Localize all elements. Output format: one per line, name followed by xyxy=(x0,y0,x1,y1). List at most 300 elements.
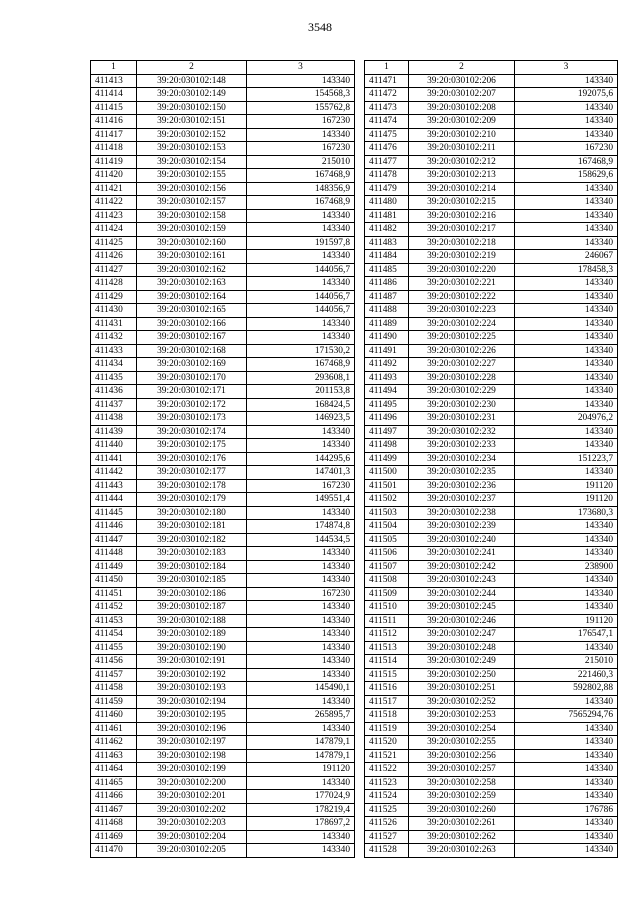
table-row xyxy=(365,182,618,196)
table-row xyxy=(365,641,618,655)
row-number-cell: 411481 xyxy=(365,209,409,223)
row-number-cell: 411418 xyxy=(91,142,137,156)
right-table-body xyxy=(365,61,618,858)
value-cell: 167468,9 xyxy=(247,169,355,183)
table-row xyxy=(91,250,355,264)
cadastral-number-cell: 39:20:030102:214 xyxy=(409,182,515,196)
value-cell: 191120 xyxy=(515,479,618,493)
cadastral-number-cell: 39:20:030102:157 xyxy=(137,196,247,210)
table-row xyxy=(91,209,355,223)
row-number-cell: 411449 xyxy=(91,560,137,574)
table-row xyxy=(91,290,355,304)
table-row xyxy=(365,803,618,817)
cadastral-number-cell: 39:20:030102:178 xyxy=(137,479,247,493)
row-number-cell: 411437 xyxy=(91,398,137,412)
table-row xyxy=(365,88,618,102)
cadastral-number-cell: 39:20:030102:163 xyxy=(137,277,247,291)
value-cell: 143340 xyxy=(515,236,618,250)
value-cell: 191120 xyxy=(247,763,355,777)
cadastral-number-cell: 39:20:030102:165 xyxy=(137,304,247,318)
row-number-cell: 411486 xyxy=(365,277,409,291)
row-number-cell: 411516 xyxy=(365,682,409,696)
cadastral-number-cell: 39:20:030102:191 xyxy=(137,655,247,669)
value-cell: 592802,88 xyxy=(515,682,618,696)
table-row xyxy=(91,128,355,142)
row-number-cell: 411523 xyxy=(365,776,409,790)
row-number-cell: 411528 xyxy=(365,844,409,858)
table-row xyxy=(365,560,618,574)
row-number-cell: 411422 xyxy=(91,196,137,210)
value-cell: 143340 xyxy=(515,277,618,291)
table-row xyxy=(365,331,618,345)
cadastral-number-cell: 39:20:030102:192 xyxy=(137,668,247,682)
value-cell: 238900 xyxy=(515,560,618,574)
row-number-cell: 411512 xyxy=(365,628,409,642)
value-cell: 143340 xyxy=(515,520,618,534)
table-row xyxy=(91,371,355,385)
value-cell: 143340 xyxy=(515,101,618,115)
cadastral-number-cell: 39:20:030102:258 xyxy=(409,776,515,790)
table-row xyxy=(365,520,618,534)
cadastral-number-cell: 39:20:030102:184 xyxy=(137,560,247,574)
cadastral-number-cell: 39:20:030102:151 xyxy=(137,115,247,129)
value-cell: 143340 xyxy=(515,304,618,318)
table-row xyxy=(365,223,618,237)
table-row xyxy=(365,533,618,547)
row-number-cell: 411504 xyxy=(365,520,409,534)
table-row xyxy=(91,425,355,439)
cadastral-number-cell: 39:20:030102:249 xyxy=(409,655,515,669)
row-number-cell: 411447 xyxy=(91,533,137,547)
cadastral-number-cell: 39:20:030102:231 xyxy=(409,412,515,426)
cadastral-number-cell: 39:20:030102:180 xyxy=(137,506,247,520)
row-number-cell: 411460 xyxy=(91,709,137,723)
table-row xyxy=(91,412,355,426)
value-cell: 143340 xyxy=(247,601,355,615)
row-number-cell: 411477 xyxy=(365,155,409,169)
cadastral-number-cell: 39:20:030102:193 xyxy=(137,682,247,696)
cadastral-number-cell: 39:20:030102:262 xyxy=(409,830,515,844)
cadastral-number-cell: 39:20:030102:197 xyxy=(137,736,247,750)
row-number-cell: 411479 xyxy=(365,182,409,196)
row-number-cell: 411520 xyxy=(365,736,409,750)
row-number-cell: 411500 xyxy=(365,466,409,480)
cadastral-number-cell: 39:20:030102:150 xyxy=(137,101,247,115)
table-row xyxy=(91,506,355,520)
cadastral-number-cell: 39:20:030102:148 xyxy=(137,74,247,88)
table-row xyxy=(91,466,355,480)
cadastral-number-cell: 39:20:030102:241 xyxy=(409,547,515,561)
row-number-cell: 411426 xyxy=(91,250,137,264)
table-row xyxy=(365,790,618,804)
row-number-cell: 411430 xyxy=(91,304,137,318)
value-cell: 143340 xyxy=(247,250,355,264)
row-number-cell: 411517 xyxy=(365,695,409,709)
cadastral-number-cell: 39:20:030102:154 xyxy=(137,155,247,169)
cadastral-number-cell: 39:20:030102:259 xyxy=(409,790,515,804)
row-number-cell: 411423 xyxy=(91,209,137,223)
value-cell: 147879,1 xyxy=(247,749,355,763)
row-number-cell: 411490 xyxy=(365,331,409,345)
cadastral-number-cell: 39:20:030102:205 xyxy=(137,844,247,858)
row-number-cell: 411441 xyxy=(91,452,137,466)
value-cell: 143340 xyxy=(515,776,618,790)
row-number-cell: 411480 xyxy=(365,196,409,210)
value-cell: 158629,6 xyxy=(515,169,618,183)
cadastral-number-cell: 39:20:030102:228 xyxy=(409,371,515,385)
value-cell: 143340 xyxy=(515,547,618,561)
value-cell: 143340 xyxy=(515,844,618,858)
table-row xyxy=(91,155,355,169)
table-row xyxy=(365,155,618,169)
cadastral-number-cell: 39:20:030102:152 xyxy=(137,128,247,142)
row-number-cell: 411506 xyxy=(365,547,409,561)
row-number-cell: 411429 xyxy=(91,290,137,304)
row-number-cell: 411484 xyxy=(365,250,409,264)
row-number-cell: 411507 xyxy=(365,560,409,574)
value-cell: 204976,2 xyxy=(515,412,618,426)
header-row xyxy=(365,61,618,75)
cadastral-number-cell: 39:20:030102:234 xyxy=(409,452,515,466)
value-cell: 143340 xyxy=(515,601,618,615)
value-cell: 145490,1 xyxy=(247,682,355,696)
table-row xyxy=(91,398,355,412)
value-cell: 143340 xyxy=(515,196,618,210)
table-row xyxy=(365,709,618,723)
value-cell: 7565294,76 xyxy=(515,709,618,723)
table-row xyxy=(91,236,355,250)
table-row xyxy=(91,196,355,210)
cadastral-number-cell: 39:20:030102:181 xyxy=(137,520,247,534)
value-cell: 143340 xyxy=(515,763,618,777)
row-number-cell: 411434 xyxy=(91,358,137,372)
cadastral-number-cell: 39:20:030102:260 xyxy=(409,803,515,817)
table-row xyxy=(91,182,355,196)
value-cell: 143340 xyxy=(247,547,355,561)
row-number-cell: 411497 xyxy=(365,425,409,439)
row-number-cell: 411482 xyxy=(365,223,409,237)
cadastral-number-cell: 39:20:030102:176 xyxy=(137,452,247,466)
value-cell: 143340 xyxy=(247,506,355,520)
row-number-cell: 411521 xyxy=(365,749,409,763)
value-cell: 147879,1 xyxy=(247,736,355,750)
row-number-cell: 411496 xyxy=(365,412,409,426)
cadastral-number-cell: 39:20:030102:190 xyxy=(137,641,247,655)
table-row xyxy=(365,682,618,696)
table-row xyxy=(365,439,618,453)
row-number-cell: 411473 xyxy=(365,101,409,115)
cadastral-number-cell: 39:20:030102:149 xyxy=(137,88,247,102)
row-number-cell: 411478 xyxy=(365,169,409,183)
row-number-cell: 411443 xyxy=(91,479,137,493)
table-row xyxy=(91,74,355,88)
value-cell: 192075,6 xyxy=(515,88,618,102)
table-row xyxy=(365,763,618,777)
row-number-cell: 411509 xyxy=(365,587,409,601)
value-cell: 143340 xyxy=(247,655,355,669)
cadastral-number-cell: 39:20:030102:221 xyxy=(409,277,515,291)
cadastral-number-cell: 39:20:030102:213 xyxy=(409,169,515,183)
cadastral-number-cell: 39:20:030102:200 xyxy=(137,776,247,790)
value-cell: 143340 xyxy=(247,560,355,574)
value-cell: 143340 xyxy=(247,695,355,709)
table-row xyxy=(365,101,618,115)
cadastral-number-cell: 39:20:030102:220 xyxy=(409,263,515,277)
row-number-cell: 411499 xyxy=(365,452,409,466)
value-cell: 143340 xyxy=(515,344,618,358)
cadastral-number-cell: 39:20:030102:210 xyxy=(409,128,515,142)
row-number-cell: 411503 xyxy=(365,506,409,520)
row-number-cell: 411491 xyxy=(365,344,409,358)
cadastral-number-cell: 39:20:030102:217 xyxy=(409,223,515,237)
value-cell: 143340 xyxy=(515,641,618,655)
value-cell: 143340 xyxy=(515,398,618,412)
cadastral-number-cell: 39:20:030102:199 xyxy=(137,763,247,777)
table-row xyxy=(91,88,355,102)
value-cell: 191120 xyxy=(515,614,618,628)
table-row xyxy=(365,412,618,426)
cadastral-number-cell: 39:20:030102:186 xyxy=(137,587,247,601)
cadastral-number-cell: 39:20:030102:160 xyxy=(137,236,247,250)
value-cell: 178219,4 xyxy=(247,803,355,817)
table-row xyxy=(365,115,618,129)
value-cell: 215010 xyxy=(515,655,618,669)
row-number-cell: 411505 xyxy=(365,533,409,547)
value-cell: 143340 xyxy=(247,317,355,331)
row-number-cell: 411421 xyxy=(91,182,137,196)
cadastral-number-cell: 39:20:030102:198 xyxy=(137,749,247,763)
cadastral-number-cell: 39:20:030102:179 xyxy=(137,493,247,507)
value-cell: 178697,2 xyxy=(247,817,355,831)
cadastral-number-cell: 39:20:030102:208 xyxy=(409,101,515,115)
value-cell: 143340 xyxy=(515,817,618,831)
value-cell: 143340 xyxy=(247,614,355,628)
row-number-cell: 411446 xyxy=(91,520,137,534)
value-cell: 167468,9 xyxy=(247,196,355,210)
value-cell: 155762,8 xyxy=(247,101,355,115)
cadastral-number-cell: 39:20:030102:263 xyxy=(409,844,515,858)
value-cell: 143340 xyxy=(247,209,355,223)
value-cell: 151223,7 xyxy=(515,452,618,466)
value-cell: 167230 xyxy=(247,479,355,493)
cadastral-number-cell: 39:20:030102:248 xyxy=(409,641,515,655)
table-row xyxy=(91,709,355,723)
table-row xyxy=(365,250,618,264)
header-cell-3: 3 xyxy=(515,61,618,75)
cadastral-number-cell: 39:20:030102:225 xyxy=(409,331,515,345)
cadastral-number-cell: 39:20:030102:194 xyxy=(137,695,247,709)
row-number-cell: 411420 xyxy=(91,169,137,183)
cadastral-number-cell: 39:20:030102:161 xyxy=(137,250,247,264)
table-row xyxy=(365,398,618,412)
table-row xyxy=(91,655,355,669)
table-row xyxy=(365,817,618,831)
table-row xyxy=(365,317,618,331)
header-cell-1: 1 xyxy=(365,61,409,75)
value-cell: 143340 xyxy=(515,331,618,345)
right-table xyxy=(364,60,618,858)
table-row xyxy=(365,371,618,385)
row-number-cell: 411431 xyxy=(91,317,137,331)
cadastral-number-cell: 39:20:030102:242 xyxy=(409,560,515,574)
cadastral-number-cell: 39:20:030102:256 xyxy=(409,749,515,763)
cadastral-number-cell: 39:20:030102:240 xyxy=(409,533,515,547)
cadastral-number-cell: 39:20:030102:246 xyxy=(409,614,515,628)
table-row xyxy=(365,74,618,88)
row-number-cell: 411474 xyxy=(365,115,409,129)
cadastral-number-cell: 39:20:030102:237 xyxy=(409,493,515,507)
cadastral-number-cell: 39:20:030102:182 xyxy=(137,533,247,547)
table-row xyxy=(365,385,618,399)
table-row xyxy=(365,466,618,480)
table-row xyxy=(91,304,355,318)
cadastral-number-cell: 39:20:030102:168 xyxy=(137,344,247,358)
cadastral-number-cell: 39:20:030102:156 xyxy=(137,182,247,196)
cadastral-number-cell: 39:20:030102:159 xyxy=(137,223,247,237)
value-cell: 143340 xyxy=(515,371,618,385)
value-cell: 146923,5 xyxy=(247,412,355,426)
table-row xyxy=(91,452,355,466)
cadastral-number-cell: 39:20:030102:238 xyxy=(409,506,515,520)
row-number-cell: 411493 xyxy=(365,371,409,385)
table-row xyxy=(365,587,618,601)
table-row xyxy=(91,547,355,561)
row-number-cell: 411475 xyxy=(365,128,409,142)
table-row xyxy=(365,277,618,291)
row-number-cell: 411455 xyxy=(91,641,137,655)
row-number-cell: 411450 xyxy=(91,574,137,588)
cadastral-number-cell: 39:20:030102:169 xyxy=(137,358,247,372)
table-row xyxy=(91,115,355,129)
table-row xyxy=(91,263,355,277)
cadastral-number-cell: 39:20:030102:226 xyxy=(409,344,515,358)
value-cell: 174874,8 xyxy=(247,520,355,534)
cadastral-number-cell: 39:20:030102:164 xyxy=(137,290,247,304)
table-row xyxy=(365,236,618,250)
cadastral-number-cell: 39:20:030102:223 xyxy=(409,304,515,318)
table-row xyxy=(91,776,355,790)
cadastral-number-cell: 39:20:030102:235 xyxy=(409,466,515,480)
value-cell: 143340 xyxy=(515,695,618,709)
cadastral-number-cell: 39:20:030102:187 xyxy=(137,601,247,615)
row-number-cell: 411427 xyxy=(91,263,137,277)
row-number-cell: 411526 xyxy=(365,817,409,831)
cadastral-number-cell: 39:20:030102:257 xyxy=(409,763,515,777)
page-number: 3548 xyxy=(308,20,332,34)
cadastral-number-cell: 39:20:030102:206 xyxy=(409,74,515,88)
row-number-cell: 411527 xyxy=(365,830,409,844)
table-row xyxy=(91,385,355,399)
value-cell: 167468,9 xyxy=(247,358,355,372)
value-cell: 143340 xyxy=(247,776,355,790)
value-cell: 168424,5 xyxy=(247,398,355,412)
table-row xyxy=(365,290,618,304)
row-number-cell: 411514 xyxy=(365,655,409,669)
table-row xyxy=(91,722,355,736)
cadastral-number-cell: 39:20:030102:212 xyxy=(409,155,515,169)
cadastral-number-cell: 39:20:030102:196 xyxy=(137,722,247,736)
row-number-cell: 411471 xyxy=(365,74,409,88)
value-cell: 143340 xyxy=(247,425,355,439)
cadastral-number-cell: 39:20:030102:195 xyxy=(137,709,247,723)
table-row xyxy=(365,749,618,763)
row-number-cell: 411494 xyxy=(365,385,409,399)
value-cell: 143340 xyxy=(247,128,355,142)
table-row xyxy=(365,695,618,709)
table-row xyxy=(365,304,618,318)
table-row xyxy=(91,641,355,655)
value-cell: 143340 xyxy=(515,317,618,331)
value-cell: 167230 xyxy=(247,142,355,156)
cadastral-number-cell: 39:20:030102:232 xyxy=(409,425,515,439)
row-number-cell: 411453 xyxy=(91,614,137,628)
value-cell: 176786 xyxy=(515,803,618,817)
cadastral-number-cell: 39:20:030102:250 xyxy=(409,668,515,682)
row-number-cell: 411466 xyxy=(91,790,137,804)
table-row xyxy=(91,682,355,696)
cadastral-number-cell: 39:20:030102:252 xyxy=(409,695,515,709)
table-row xyxy=(365,506,618,520)
value-cell: 144056,7 xyxy=(247,263,355,277)
value-cell: 143340 xyxy=(515,830,618,844)
cadastral-number-cell: 39:20:030102:204 xyxy=(137,830,247,844)
value-cell: 215010 xyxy=(247,155,355,169)
left-table xyxy=(90,60,355,858)
cadastral-number-cell: 39:20:030102:215 xyxy=(409,196,515,210)
cadastral-number-cell: 39:20:030102:219 xyxy=(409,250,515,264)
table-row xyxy=(91,830,355,844)
table-row xyxy=(365,263,618,277)
value-cell: 143340 xyxy=(247,668,355,682)
value-cell: 167230 xyxy=(247,587,355,601)
table-row xyxy=(91,142,355,156)
value-cell: 143340 xyxy=(515,385,618,399)
row-number-cell: 411519 xyxy=(365,722,409,736)
value-cell: 143340 xyxy=(515,574,618,588)
row-number-cell: 411439 xyxy=(91,425,137,439)
row-number-cell: 411448 xyxy=(91,547,137,561)
row-number-cell: 411487 xyxy=(365,290,409,304)
value-cell: 143340 xyxy=(247,223,355,237)
cadastral-number-cell: 39:20:030102:201 xyxy=(137,790,247,804)
value-cell: 293608,1 xyxy=(247,371,355,385)
row-number-cell: 411465 xyxy=(91,776,137,790)
cadastral-number-cell: 39:20:030102:155 xyxy=(137,169,247,183)
row-number-cell: 411489 xyxy=(365,317,409,331)
value-cell: 148356,9 xyxy=(247,182,355,196)
row-number-cell: 411469 xyxy=(91,830,137,844)
row-number-cell: 411525 xyxy=(365,803,409,817)
row-number-cell: 411440 xyxy=(91,439,137,453)
cadastral-number-cell: 39:20:030102:261 xyxy=(409,817,515,831)
row-number-cell: 411472 xyxy=(365,88,409,102)
header-cell-1: 1 xyxy=(91,61,137,75)
table-row xyxy=(91,344,355,358)
value-cell: 144056,7 xyxy=(247,304,355,318)
cadastral-number-cell: 39:20:030102:174 xyxy=(137,425,247,439)
table-row xyxy=(365,344,618,358)
value-cell: 143340 xyxy=(515,722,618,736)
row-number-cell: 411459 xyxy=(91,695,137,709)
row-number-cell: 411433 xyxy=(91,344,137,358)
table-row xyxy=(365,452,618,466)
value-cell: 144534,5 xyxy=(247,533,355,547)
row-number-cell: 411476 xyxy=(365,142,409,156)
cadastral-number-cell: 39:20:030102:211 xyxy=(409,142,515,156)
table-row xyxy=(91,358,355,372)
value-cell: 143340 xyxy=(515,358,618,372)
cadastral-number-cell: 39:20:030102:202 xyxy=(137,803,247,817)
